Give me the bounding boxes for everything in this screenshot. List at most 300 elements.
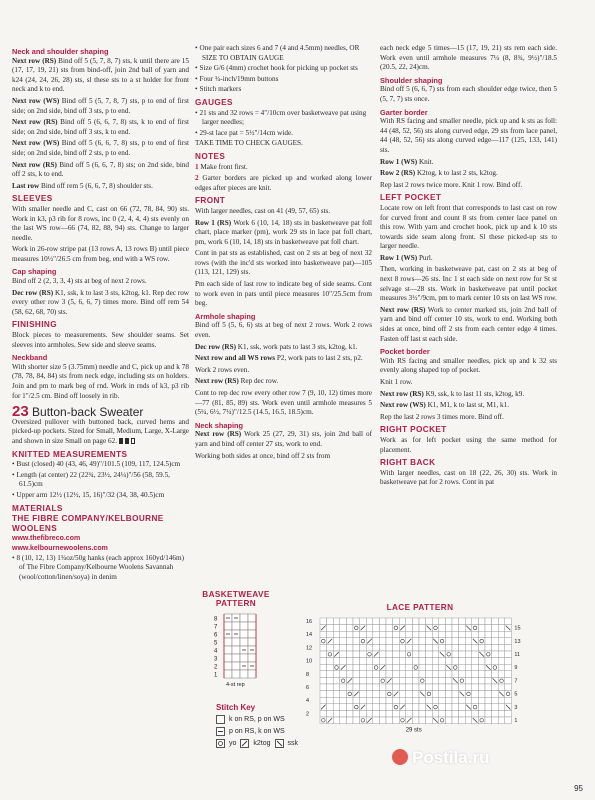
lace-cell (492, 644, 499, 651)
neckband-heading: Neckband (12, 353, 48, 363)
lace-cell (406, 651, 413, 658)
lace-cell (406, 631, 413, 638)
basket-cell (240, 638, 248, 646)
lace-cell (478, 638, 485, 645)
lace-cell (465, 710, 472, 717)
lace-cell (439, 638, 446, 645)
lace-cell (346, 644, 353, 651)
lace-cell (465, 671, 472, 678)
lace-cell (360, 671, 367, 678)
lace-cell (327, 618, 334, 625)
lace-cell (485, 638, 492, 645)
lace-cell (373, 717, 380, 724)
pattern-name: Button-back Sweater (32, 405, 144, 420)
lace-cell (505, 644, 512, 651)
lace-cell (478, 704, 485, 711)
lace-cell (360, 658, 367, 665)
lace-cell (353, 671, 360, 678)
lace-cell (386, 710, 393, 717)
lace-cell (465, 651, 472, 658)
lace-cell (432, 658, 439, 665)
lace-cell (386, 644, 393, 651)
lace-cell (327, 691, 334, 698)
lace-row-label-left: 2 (306, 711, 310, 718)
basket-row-label: 3 (214, 656, 218, 663)
lace-row-label-left: 14 (306, 632, 313, 639)
postila-logo-icon (392, 749, 408, 765)
lace-cell (459, 618, 466, 625)
lace-cell (485, 691, 492, 698)
lace-cell (412, 638, 419, 645)
lace-cell (452, 664, 459, 671)
lace-cell (445, 677, 452, 684)
lace-cell (432, 704, 439, 711)
lace-cell (340, 644, 347, 651)
lace-cell (452, 691, 459, 698)
lace-cell (432, 651, 439, 658)
armhole-ws-rows: Next row and all WS rows P2, work pats to last 2 sts, p2. (195, 354, 363, 363)
lace-cell (412, 684, 419, 691)
measurement-3: • Upper arm 12½ (12½, 15, 16)"/32 (34, 38, 40.5)cm (12, 491, 189, 501)
lace-cell (472, 658, 479, 665)
lace-cell (353, 631, 360, 638)
lace-cell (346, 631, 353, 638)
lace-cell (379, 704, 386, 711)
lace-cell (478, 697, 485, 704)
lace-cell (452, 697, 459, 704)
basket-row-label: 4 (214, 648, 218, 655)
lace-cell (346, 664, 353, 671)
lace-cell (492, 684, 499, 691)
lace-cell (340, 638, 347, 645)
lace-cell (445, 671, 452, 678)
lace-cell (492, 691, 499, 698)
lace-cell (379, 625, 386, 632)
lace-cell (360, 684, 367, 691)
lace-cell (373, 618, 380, 625)
lace-cell (373, 631, 380, 638)
lace-cell (445, 710, 452, 717)
left-pocket-next-row: Next row (RS) Work to center marked sts, join 2nd ball of yarn and bind off center 10 sts, work to end. Working both sides at once, bind off 2 sts from each center edge 4 times. Fasten off last st each side. (380, 305, 557, 343)
lace-cell (485, 671, 492, 678)
lace-cell (472, 691, 479, 698)
lace-cell (366, 704, 373, 711)
lace-cell (419, 631, 426, 638)
lace-cell (386, 638, 393, 645)
lace-cell (459, 644, 466, 651)
basket-row-label: 8 (214, 616, 218, 623)
lace-cell (386, 618, 393, 625)
lace-cell (386, 717, 393, 724)
lace-cell (498, 684, 505, 691)
lace-cell (459, 625, 466, 632)
lace-cell (373, 677, 380, 684)
lace-cell (346, 651, 353, 658)
lace-cell (346, 625, 353, 632)
lace-cell (373, 671, 380, 678)
basket-cell (232, 638, 240, 646)
stitch-key (216, 703, 316, 748)
lace-cell (498, 671, 505, 678)
lace-cell (432, 618, 439, 625)
page-number: 95 (574, 784, 583, 793)
lace-cell (393, 710, 400, 717)
lace-cell (465, 677, 472, 684)
lace-cell (472, 625, 479, 632)
lace-cell (406, 710, 413, 717)
shoulder-heading: Shoulder shaping (380, 75, 443, 85)
lace-cell (485, 704, 492, 711)
lace-cell (366, 644, 373, 651)
basketweave-chart (212, 612, 272, 696)
lace-cell (478, 717, 485, 724)
lace-cell (333, 664, 340, 671)
lace-cell (445, 658, 452, 665)
basket-row-label: 2 (214, 664, 218, 671)
lace-cell (498, 710, 505, 717)
lace-cell (459, 658, 466, 665)
lace-cell (379, 618, 386, 625)
ssk-symbol-icon (275, 739, 284, 748)
pattern-title (12, 403, 189, 421)
basket-row-label: 1 (214, 672, 218, 679)
lace-cell (459, 684, 466, 691)
lace-cell (498, 658, 505, 665)
pattern-intro: Oversized pullover with buttoned back, curved hems and picked-up pockets. Sized for Small, Medium, Large, X-Large and shown in size Small on page 62. (12, 417, 189, 445)
lace-cell (346, 710, 353, 717)
lace-cell (452, 671, 459, 678)
lace-cell (459, 717, 466, 724)
lace-cell (478, 691, 485, 698)
lace-cell (360, 631, 367, 638)
stitch-key-title: Stitch Key (216, 703, 256, 712)
lace-cell (419, 638, 426, 645)
lace-cell (459, 697, 466, 704)
left-pocket-row-1: Row 1 (WS) Purl. (380, 253, 433, 262)
lace-cell (492, 671, 499, 678)
neck-shaping-heading: Neck and shoulder shaping (12, 47, 109, 56)
lace-cell (485, 717, 492, 724)
lace-cell (386, 664, 393, 671)
lace-cell (399, 638, 406, 645)
lace-cell (505, 697, 512, 704)
lace-cell (346, 618, 353, 625)
lace-cell (399, 691, 406, 698)
measurements-list (12, 460, 189, 500)
lace-cell (393, 625, 400, 632)
basket-rep-label: 4-st rep (226, 682, 245, 688)
lace-cell (452, 631, 459, 638)
lace-cell (386, 671, 393, 678)
lace-cell (412, 625, 419, 632)
lace-cell (360, 697, 367, 704)
lace-cell (373, 697, 380, 704)
lace-cell (406, 664, 413, 671)
basket-cell (248, 630, 256, 638)
basket-row-label: 5 (214, 640, 218, 647)
lace-cell (472, 651, 479, 658)
lace-cell (445, 644, 452, 651)
lace-cell (393, 717, 400, 724)
lace-cell (505, 664, 512, 671)
lace-cell (353, 664, 360, 671)
lace-pattern-title: LACE PATTERN (386, 603, 454, 612)
lace-cell (419, 658, 426, 665)
pocket-border-rs-row: Next row (RS) K9, ssk, k to last 11 sts, k2tog, k9. (380, 389, 525, 398)
column-2 (195, 44, 372, 463)
armhole-text: Bind off 5 (5, 6, 6) sts at beg of next 2 rows. Work 2 rows even. (195, 321, 372, 340)
left-pocket-text-2: Then, working in basketweave pat, cast on 2 sts at beg of next 8 rows—26 sts. Inc 1 st each side on next row for St st selvage st—28 sts. Work in basketweave pat until pocket measures 3½"/9cm, pm to mark center 10 sts on last WS row. (380, 265, 557, 303)
neckband-text: With shorter size 5 (3.75mm) needle and C, pick up and k 78 (78, 78, 84, 84) sts from neck edge, including sts on holders. Join and pm to mark beg of rnd. Work in rnds of k3, p3 rib for 1"/2.5 cm. Bind off loosely in rib. (12, 362, 189, 400)
lace-cell (399, 664, 406, 671)
lace-cell (478, 677, 485, 684)
armhole-dec-row: Dec row (RS) K1, ssk, work pats to last 3 sts, k2tog, k1. (195, 342, 358, 351)
lace-cell (386, 631, 393, 638)
lace-cell (439, 677, 446, 684)
lace-cell (492, 664, 499, 671)
pocket-border-ws-row: Next row (WS) K1, M1, k to last st, M1, k1. (380, 401, 510, 410)
basket-cell (224, 622, 232, 630)
basket-cell (248, 638, 256, 646)
lace-cell (386, 658, 393, 665)
lace-cell (445, 704, 452, 711)
lace-cell (386, 691, 393, 698)
lace-cell (459, 671, 466, 678)
lace-cell (353, 717, 360, 724)
lace-row-label-left: 16 (306, 619, 313, 625)
lace-cell (327, 697, 334, 704)
front-text-4: Pm each side of last row to indicate beg of side seams. Cont to work even in pats until piece measures 10"/25.5cm from beg. (195, 280, 372, 308)
basket-cell (224, 638, 232, 646)
lace-cell (419, 697, 426, 704)
note-1: 1 Make front first. (195, 162, 248, 171)
lace-cell (406, 691, 413, 698)
lace-cell (333, 697, 340, 704)
lace-cell (340, 671, 347, 678)
measurements-heading: KNITTED MEASUREMENTS (12, 449, 128, 459)
pocket-border-text-2: Knit 1 row. (380, 378, 413, 386)
lace-cell (498, 618, 505, 625)
lace-cell (485, 618, 492, 625)
lace-cell (353, 651, 360, 658)
front-text: With larger needles, cast on 41 (49, 57, 65) sts. (195, 206, 331, 215)
lace-cell (373, 684, 380, 691)
lace-cell (379, 710, 386, 717)
lace-cell (439, 671, 446, 678)
sleeves-text: With smaller needle and C, cast on 66 (72, 78, 84, 90) sts. Work in k3, p3 rib for 8 rows, inc 0 (2, 4, 4, 4) sts evenly on the last WS row—66 (74, 82, 88, 94) sts. Change to larger needle. (12, 204, 189, 242)
lace-cell (353, 658, 360, 665)
lace-cell (366, 618, 373, 625)
lace-cell (353, 677, 360, 684)
lace-cell (459, 651, 466, 658)
lace-cell (478, 671, 485, 678)
lace-cell (320, 697, 327, 704)
lace-cell (406, 658, 413, 665)
lace-cell (333, 717, 340, 724)
lace-cell (412, 691, 419, 698)
lace-cell (498, 638, 505, 645)
lace-row-label-left: 12 (306, 645, 313, 652)
lace-cell (327, 644, 334, 651)
lace-cell (412, 704, 419, 711)
materials-bullets (195, 44, 372, 95)
lace-cell (492, 717, 499, 724)
lace-cell (439, 664, 446, 671)
lace-cell (459, 638, 466, 645)
key-knit: k on RS, p on WS (216, 715, 316, 724)
lace-cell (393, 697, 400, 704)
materials-bullet-1: • One pair each sizes 6 and 7 (4 and 4.5mm) needles, OR SIZE TO OBTAIN GAUGE (195, 44, 372, 63)
lace-cell (320, 710, 327, 717)
lace-cell (465, 697, 472, 704)
lace-cell (346, 671, 353, 678)
lace-cell (472, 618, 479, 625)
lace-cell (320, 658, 327, 665)
garter-row-1: Row 1 (WS) Knit. (380, 157, 434, 166)
right-pocket-text: Work as for left pocket using the same method for placement. (380, 435, 557, 454)
lace-cell (393, 618, 400, 625)
lace-cell (399, 631, 406, 638)
lace-cell (412, 671, 419, 678)
lace-cell (465, 638, 472, 645)
materials-yarn: • 8 (10, 12, 13) 1¾oz/50g hanks (each approx 160yd/146m) of The Fibre Company/Kelbourne Woolens Savannah (wool/cotton/linen/soya) in denim (12, 554, 189, 583)
lace-cell (379, 631, 386, 638)
lace-cell (419, 644, 426, 651)
neck-line-3: Next row (RS) Bind off 5 (6, 6, 7, 8) sts, k to end of first side; on 2nd side, bind off 3 sts, k to end. (12, 118, 189, 136)
lace-cell (333, 710, 340, 717)
yo-symbol-icon (216, 739, 225, 748)
lace-cell (472, 697, 479, 704)
basket-row-label: 6 (214, 632, 218, 639)
basket-cell (240, 654, 248, 662)
lace-cell (373, 625, 380, 632)
sleeves-heading: SLEEVES (12, 194, 53, 204)
lace-cell (373, 691, 380, 698)
lace-cell (472, 644, 479, 651)
lace-cell (472, 710, 479, 717)
lace-cell (340, 658, 347, 665)
lace-cell (379, 684, 386, 691)
lace-cell (406, 671, 413, 678)
lace-cell (505, 677, 512, 684)
lace-cell (399, 671, 406, 678)
lace-cell (333, 631, 340, 638)
lace-cell (366, 697, 373, 704)
lace-cell (445, 631, 452, 638)
lace-cell (333, 671, 340, 678)
front-heading: FRONT (195, 196, 226, 206)
lace-cell (465, 717, 472, 724)
lace-cell (366, 691, 373, 698)
lace-sts-label: 29 sts (405, 727, 422, 734)
basket-cell (224, 654, 232, 662)
lace-cell (379, 644, 386, 651)
lace-cell (333, 625, 340, 632)
lace-cell (432, 697, 439, 704)
neck-line-6: Last row Bind off rem 5 (6, 6, 7, 8) shoulder sts. (12, 181, 153, 190)
lace-cell (426, 658, 433, 665)
lace-cell (412, 644, 419, 651)
lace-cell (498, 644, 505, 651)
lace-cell (346, 717, 353, 724)
lace-cell (412, 710, 419, 717)
lace-cell (426, 618, 433, 625)
lace-cell (492, 697, 499, 704)
lace-cell (459, 704, 466, 711)
gauge-1: • 21 sts and 32 rows = 4"/10cm over basketweave pat using larger needles; (195, 109, 372, 128)
lace-cell (327, 625, 334, 632)
lace-cell (432, 684, 439, 691)
garter-row-2: Row 2 (RS) K2tog, k to last 2 sts, k2tog. (380, 169, 498, 178)
lace-cell (379, 651, 386, 658)
lace-cell (340, 651, 347, 658)
lace-cell (472, 671, 479, 678)
link-fibreco[interactable]: www.thefibreco.com (12, 535, 81, 543)
basket-cell (232, 662, 240, 670)
lace-row-label-right: 1 (514, 718, 518, 724)
lace-cell (399, 710, 406, 717)
lace-cell (419, 618, 426, 625)
right-back-text: With larger needles, cast on 18 (22, 26, 30) sts. Work in basketweave pat for 2 rows. Cont in pat (380, 468, 557, 487)
gauge-note: TAKE TIME TO CHECK GAUGES. (195, 139, 303, 148)
lace-cell (373, 710, 380, 717)
lace-cell (340, 631, 347, 638)
lace-cell (399, 677, 406, 684)
lace-cell (492, 658, 499, 665)
basket-cell (232, 622, 240, 630)
lace-cell (353, 710, 360, 717)
gauges-heading: GAUGES (195, 97, 233, 107)
lace-cell (452, 704, 459, 711)
lace-cell (426, 638, 433, 645)
lace-cell (399, 684, 406, 691)
lace-cell (346, 691, 353, 698)
lace-cell (340, 697, 347, 704)
lace-cell (412, 618, 419, 625)
link-kelbourne[interactable]: www.kelbournewoolens.com (12, 544, 108, 552)
lace-cell (492, 651, 499, 658)
lace-cell (432, 644, 439, 651)
cap-shaping-heading: Cap shaping (12, 267, 57, 277)
lace-cell (432, 691, 439, 698)
lace-cell (445, 638, 452, 645)
basketweave-title: BASKETWEAVE PATTERN (202, 590, 270, 608)
lace-cell (432, 625, 439, 632)
basket-cell (240, 622, 248, 630)
lace-cell (366, 677, 373, 684)
front-text-3: Cont in pat sts as established, cast on 2 sts at beg of next 32 rows (with the inc'd sts worked into basketweave pat)—105 (113, 121, 129) sts. (195, 249, 372, 277)
lace-cell (439, 717, 446, 724)
lace-cell (393, 704, 400, 711)
lace-cell (478, 631, 485, 638)
lace-cell (406, 677, 413, 684)
lace-cell (426, 677, 433, 684)
lace-cell (419, 710, 426, 717)
lace-cell (498, 717, 505, 724)
lace-cell (439, 697, 446, 704)
lace-cell (465, 664, 472, 671)
lace-cell (360, 638, 367, 645)
pocket-border-text: With RS facing and smaller needles, pick up and k 32 sts evenly along shaped top of pocket. (380, 356, 557, 375)
lace-cell (386, 704, 393, 711)
measurement-2: • Length (at center) 22 (22¾, 23½, 24¼)"/56 (58, 59.5, 61.5)cm (12, 471, 189, 490)
lace-cell (419, 704, 426, 711)
basket-cell (224, 670, 232, 678)
lace-cell (327, 631, 334, 638)
right-pocket-heading: RIGHT POCKET (380, 425, 447, 435)
lace-cell (412, 677, 419, 684)
lace-cell (459, 631, 466, 638)
